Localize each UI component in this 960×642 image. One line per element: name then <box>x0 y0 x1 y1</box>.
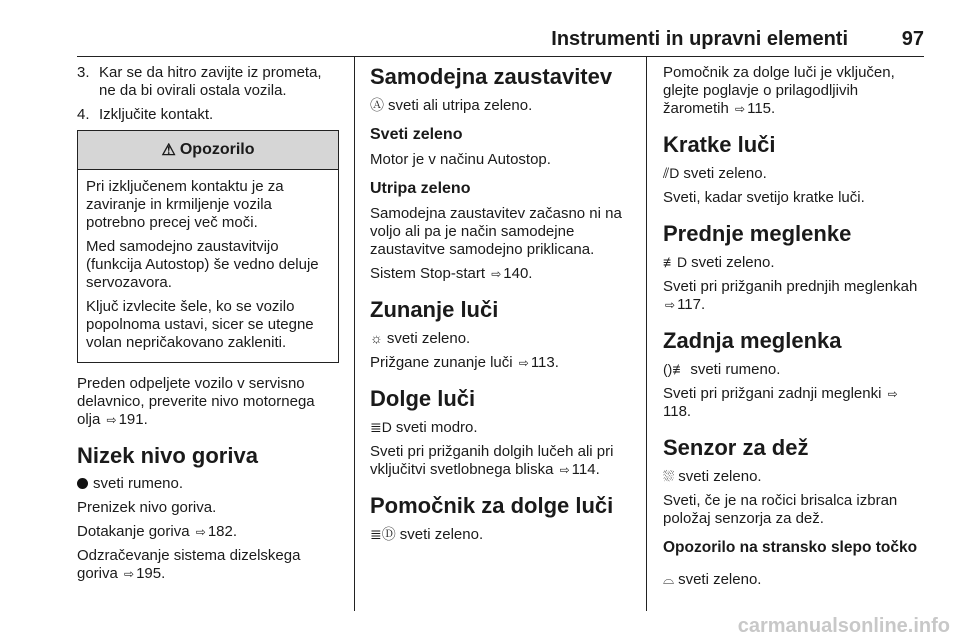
ref-paragraph: Sveti pri prižganih prednjih meglenkah ⇨ 117. <box>663 278 918 313</box>
section-heading-front-fog: Prednje meglenke <box>663 221 852 246</box>
body-text: Motor je v načinu Autostop. <box>370 151 551 168</box>
page-title: Instrumenti in upravni elementi <box>551 28 848 50</box>
section-heading-high-beam: Dolge luči <box>370 386 476 411</box>
column-3 <box>663 64 927 595</box>
page-ref-icon: ⇨ <box>491 267 502 281</box>
page-header <box>0 0 960 56</box>
fuel-ref-paragraph: Dotakanje goriva ⇨ 182. <box>77 523 238 540</box>
column-2 <box>370 64 632 550</box>
blind-spot-icon: ⌓ <box>663 571 675 587</box>
ref-paragraph: Sistem Stop-start ⇨ 140. <box>370 265 533 282</box>
service-paragraph: Preden odpeljete vozilo v servisno delavnico, preverite nivo motornega olja ⇨ 191. <box>77 375 315 428</box>
status-line: ⫽D sveti zeleno. <box>663 165 767 182</box>
section-heading-autostop: Samodejna zaustavitev <box>370 64 613 89</box>
high-beam-assist-icon: ≣Ⓓ <box>370 526 396 542</box>
autostop-a-icon: Ⓐ <box>370 97 384 113</box>
exterior-light-icon: ☼ <box>370 330 383 346</box>
warning-text: Med samodejno zaustavitvijo (funkcija Autostop) še vedno deluje servozavora. <box>86 238 319 291</box>
page-ref-icon: ⇨ <box>106 413 117 427</box>
section-heading-high-beam-assist: Pomočnik za dolge luči <box>370 493 614 518</box>
page-ref-link[interactable]: 114. <box>571 461 600 478</box>
watermark-text: carmanualsonline.info <box>737 615 950 637</box>
status-line: ⌓ sveti zeleno. <box>663 571 762 588</box>
page-ref-icon: ⇨ <box>559 463 570 477</box>
steps-list <box>77 64 339 124</box>
section-heading-exterior-lights: Zunanje luči <box>370 297 499 322</box>
warning-text: Pri izključenem kontaktu je za zaviranje in krmiljenje vozila potrebno precej več moči. <box>86 178 284 231</box>
body-text: Samodejna zaustavitev začasno ni na voljo ali pa je način samodejne zaustavitve samodejno priklicana. <box>370 205 622 258</box>
column-divider-1 <box>354 56 355 611</box>
ref-paragraph: Pomočnik za dolge luči je vključen, glejte poglavje o prilagodljivih žarometih ⇨ 115. <box>663 64 895 117</box>
high-beam-icon: ≣D <box>370 419 392 435</box>
page-ref-link[interactable]: 140. <box>503 265 533 282</box>
page-ref-icon: ⇨ <box>518 356 529 370</box>
status-line: ≣Ⓓ sveti zeleno. <box>370 526 484 543</box>
status-line: ⛆ sveti zeleno. <box>663 468 762 485</box>
body-text: Sveti, kadar svetijo kratke luči. <box>663 189 865 206</box>
status-line: Ⓐ sveti ali utripa zeleno. <box>370 97 533 114</box>
rear-fog-icon: ()≢ <box>663 361 687 377</box>
list-item: 4. Izključite kontakt. <box>77 106 214 123</box>
status-line: ≢D sveti zeleno. <box>663 254 775 271</box>
column-1 <box>77 64 339 589</box>
fuel-indicator-icon <box>77 478 88 489</box>
status-line: ≣D sveti modro. <box>370 419 478 436</box>
warning-triangle-icon: ⚠ <box>161 142 176 159</box>
subheading: Utripa zeleno <box>370 180 471 197</box>
section-heading-rain-sensor: Senzor za dež <box>663 435 809 460</box>
status-line: sveti rumeno. <box>77 475 339 493</box>
page-ref-link[interactable]: 115. <box>747 100 776 117</box>
page-ref-icon: ⇨ <box>665 298 676 312</box>
fuel-text: Prenizek nivo goriva. <box>77 499 217 516</box>
page-number: 97 <box>901 28 924 50</box>
page-ref-link[interactable]: 195. <box>136 565 166 582</box>
page-ref-icon: ⇨ <box>195 525 206 539</box>
warning-box <box>77 130 339 363</box>
page-ref-icon: ⇨ <box>735 102 746 116</box>
fuel-ref-paragraph: Odzračevanje sistema dizelskega goriva ⇨ 195. <box>77 547 301 582</box>
ref-paragraph: Sveti pri prižganih dolgih lučeh ali pri vključitvi svetlobnega bliska ⇨ 114. <box>370 443 614 478</box>
column-divider-2 <box>646 56 647 611</box>
body-text: Sveti, če je na ročici brisalca izbran položaj senzorja za dež. <box>663 492 898 527</box>
section-heading-rear-fog: Zadnja meglenka <box>663 328 842 353</box>
page-ref-link[interactable]: 113. <box>530 354 559 371</box>
status-line: ()≢ sveti rumeno. <box>663 361 781 378</box>
list-item: 3. Kar se da hitro zavijte iz prometa, ne da bi ovirali ostala vozila. <box>77 64 322 99</box>
subheading: Sveti zeleno <box>370 126 463 143</box>
warning-text: Ključ izvlecite šele, ko se vozilo popolnoma ustavi, sicer se utegne volan nepričakovano zakleniti. <box>86 298 314 351</box>
section-heading-fuel: Nizek nivo goriva <box>77 443 258 468</box>
warning-header <box>78 131 338 170</box>
header-divider <box>77 56 924 57</box>
front-fog-icon: ≢D <box>663 254 688 270</box>
page-ref-link[interactable]: 191. <box>118 411 148 428</box>
page-ref-link[interactable]: 118. <box>663 403 692 420</box>
page-ref-link[interactable]: 182. <box>207 523 238 540</box>
low-beam-icon: ⫽D <box>663 165 680 181</box>
page-ref-icon: ⇨ <box>887 387 898 401</box>
page-ref-link[interactable]: 117. <box>677 296 706 313</box>
section-heading-blind-spot: Opozorilo na stransko slepo točko <box>663 539 918 556</box>
page-ref-icon: ⇨ <box>124 567 135 581</box>
section-heading-low-beam: Kratke luči <box>663 132 776 157</box>
status-line: ☼ sveti zeleno. <box>370 330 471 347</box>
ref-paragraph: Sveti pri prižgani zadnji meglenki ⇨118. <box>663 385 898 420</box>
rain-sensor-icon: ⛆ <box>663 468 675 484</box>
warning-title: Opozorilo <box>179 141 255 158</box>
ref-paragraph: Prižgane zunanje luči ⇨ 113. <box>370 354 559 371</box>
